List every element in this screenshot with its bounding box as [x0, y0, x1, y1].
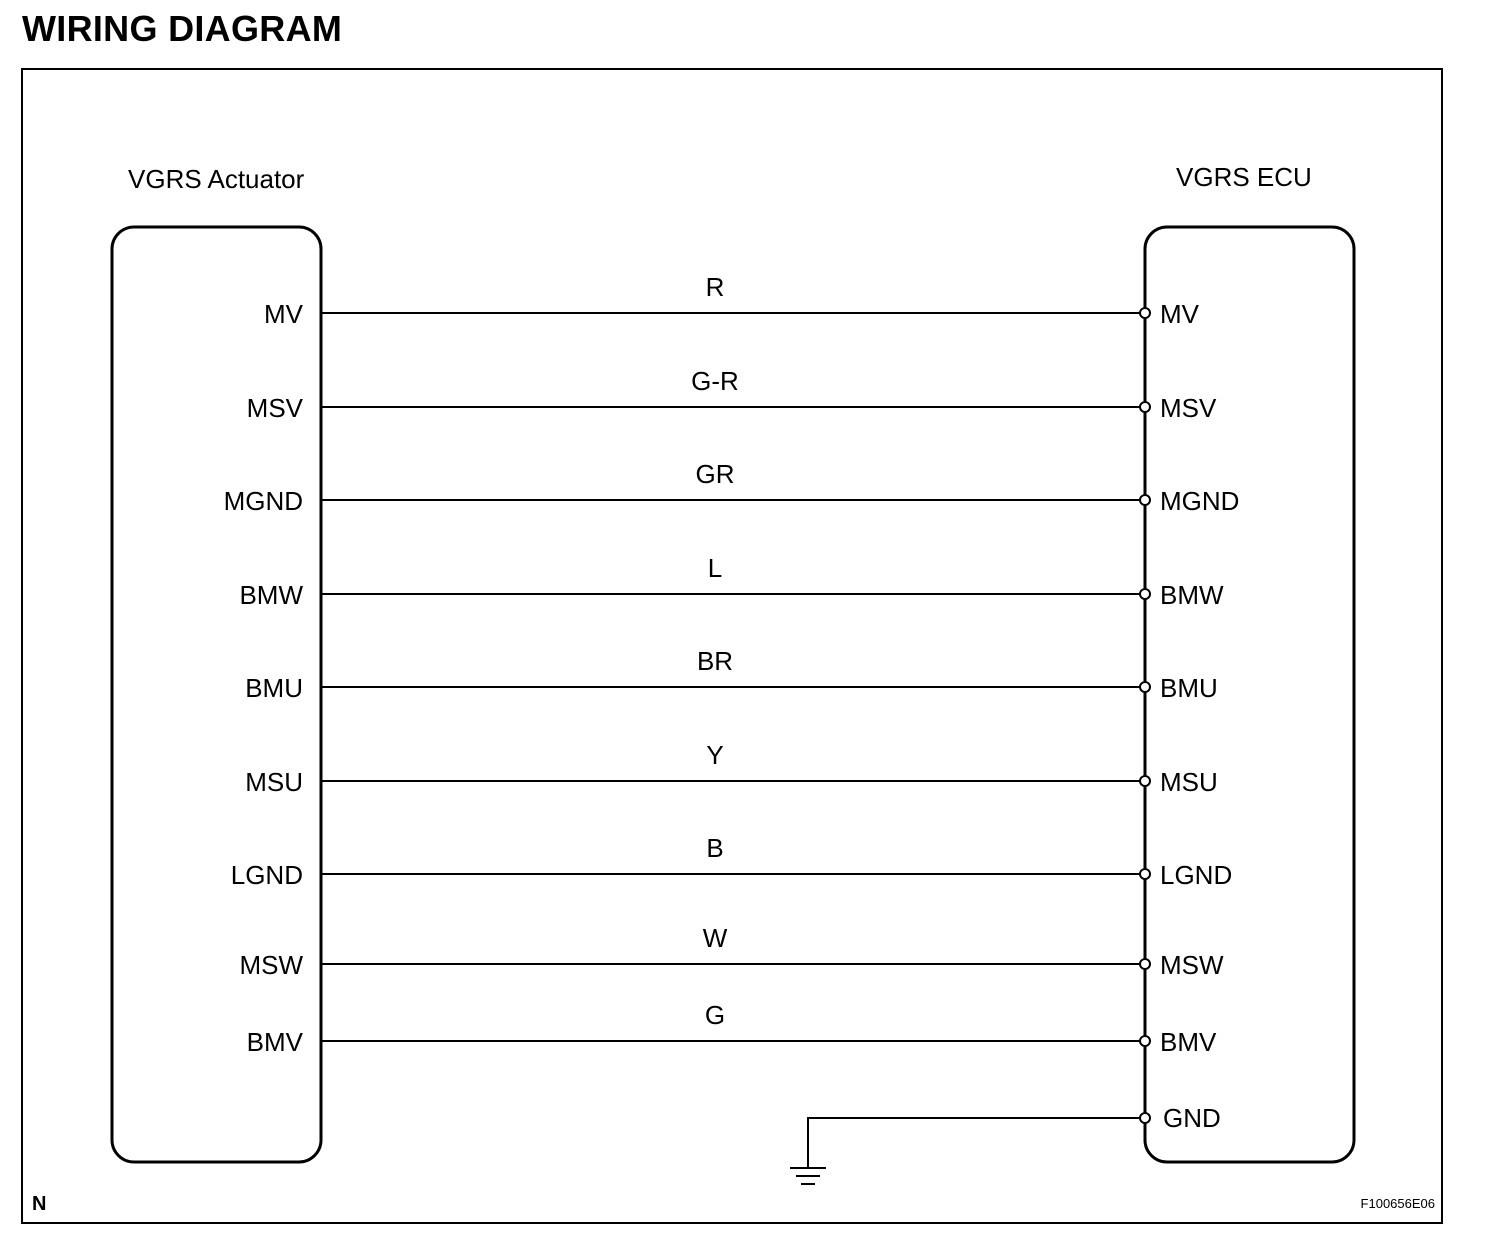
ecu-terminal-pin	[1140, 869, 1150, 879]
wire-color-code: GR	[695, 459, 735, 489]
wire-mgnd	[224, 459, 1240, 516]
wire-color-code: G-R	[691, 366, 739, 396]
ecu-terminal-pin	[1140, 1036, 1150, 1046]
ecu-terminal-pin	[1140, 959, 1150, 969]
actuator-terminal-msv: MSV	[246, 393, 303, 423]
wire-color-code: R	[705, 272, 725, 302]
wire-msu	[245, 740, 1218, 797]
wires-layer	[224, 272, 1240, 1057]
ground-wire	[808, 1113, 1150, 1168]
wire-color-code: L	[707, 553, 723, 583]
wire-bmw	[239, 553, 1224, 610]
wire-color-code: W	[702, 923, 728, 953]
ecu-terminal-pin	[1140, 308, 1150, 318]
ecu-terminal-pin	[1140, 682, 1150, 692]
ground-icon	[790, 1168, 826, 1184]
actuator-terminal-msu: MSU	[245, 767, 303, 797]
ecu-terminal-pin	[1140, 495, 1150, 505]
ecu-terminal-mgnd: MGND	[1160, 486, 1240, 516]
gnd-terminal-pin	[1140, 1113, 1150, 1123]
wire-msv	[247, 366, 1217, 423]
wire-lgnd	[231, 833, 1233, 890]
wire-color-code: Y	[706, 740, 724, 770]
wire-mv	[264, 272, 1200, 329]
ecu-terminal-mv: MV	[1160, 299, 1199, 329]
actuator-terminal-msw: MSW	[239, 950, 303, 980]
ecu-terminal-msv: MSV	[1160, 393, 1217, 423]
actuator-terminal-lgnd: LGND	[230, 860, 303, 890]
wire-bmv	[247, 1000, 1217, 1057]
actuator-terminal-bmu: BMU	[245, 673, 303, 703]
right-component-name: VGRS ECU	[1176, 162, 1312, 192]
actuator-terminal-bmw: BMW	[239, 580, 303, 610]
ecu-terminal-bmu: BMU	[1160, 673, 1218, 703]
page-title: WIRING DIAGRAM	[22, 8, 343, 49]
ecu-terminal-pin	[1140, 589, 1150, 599]
ecu-terminal-gnd: GND	[1163, 1103, 1221, 1133]
wire-color-code: B	[706, 833, 724, 863]
ecu-terminal-msw: MSW	[1160, 950, 1224, 980]
actuator-terminal-mv: MV	[264, 299, 303, 329]
left-component-name: VGRS Actuator	[128, 164, 305, 194]
actuator-terminal-bmv: BMV	[246, 1027, 303, 1057]
figure-id: F100656E06	[1360, 1196, 1435, 1211]
wire-bmu	[245, 646, 1218, 703]
ecu-terminal-msu: MSU	[1160, 767, 1218, 797]
ecu-terminal-bmv: BMV	[1160, 1027, 1217, 1057]
corner-label: N	[32, 1193, 47, 1215]
actuator-terminal-mgnd: MGND	[223, 486, 303, 516]
wire-color-code: BR	[696, 646, 734, 676]
wire-msw	[239, 923, 1224, 980]
ecu-terminal-lgnd: LGND	[1160, 860, 1233, 890]
wire-color-code: G	[704, 1000, 726, 1030]
ecu-terminal-bmw: BMW	[1160, 580, 1224, 610]
ecu-terminal-pin	[1140, 776, 1150, 786]
ecu-terminal-pin	[1140, 402, 1150, 412]
